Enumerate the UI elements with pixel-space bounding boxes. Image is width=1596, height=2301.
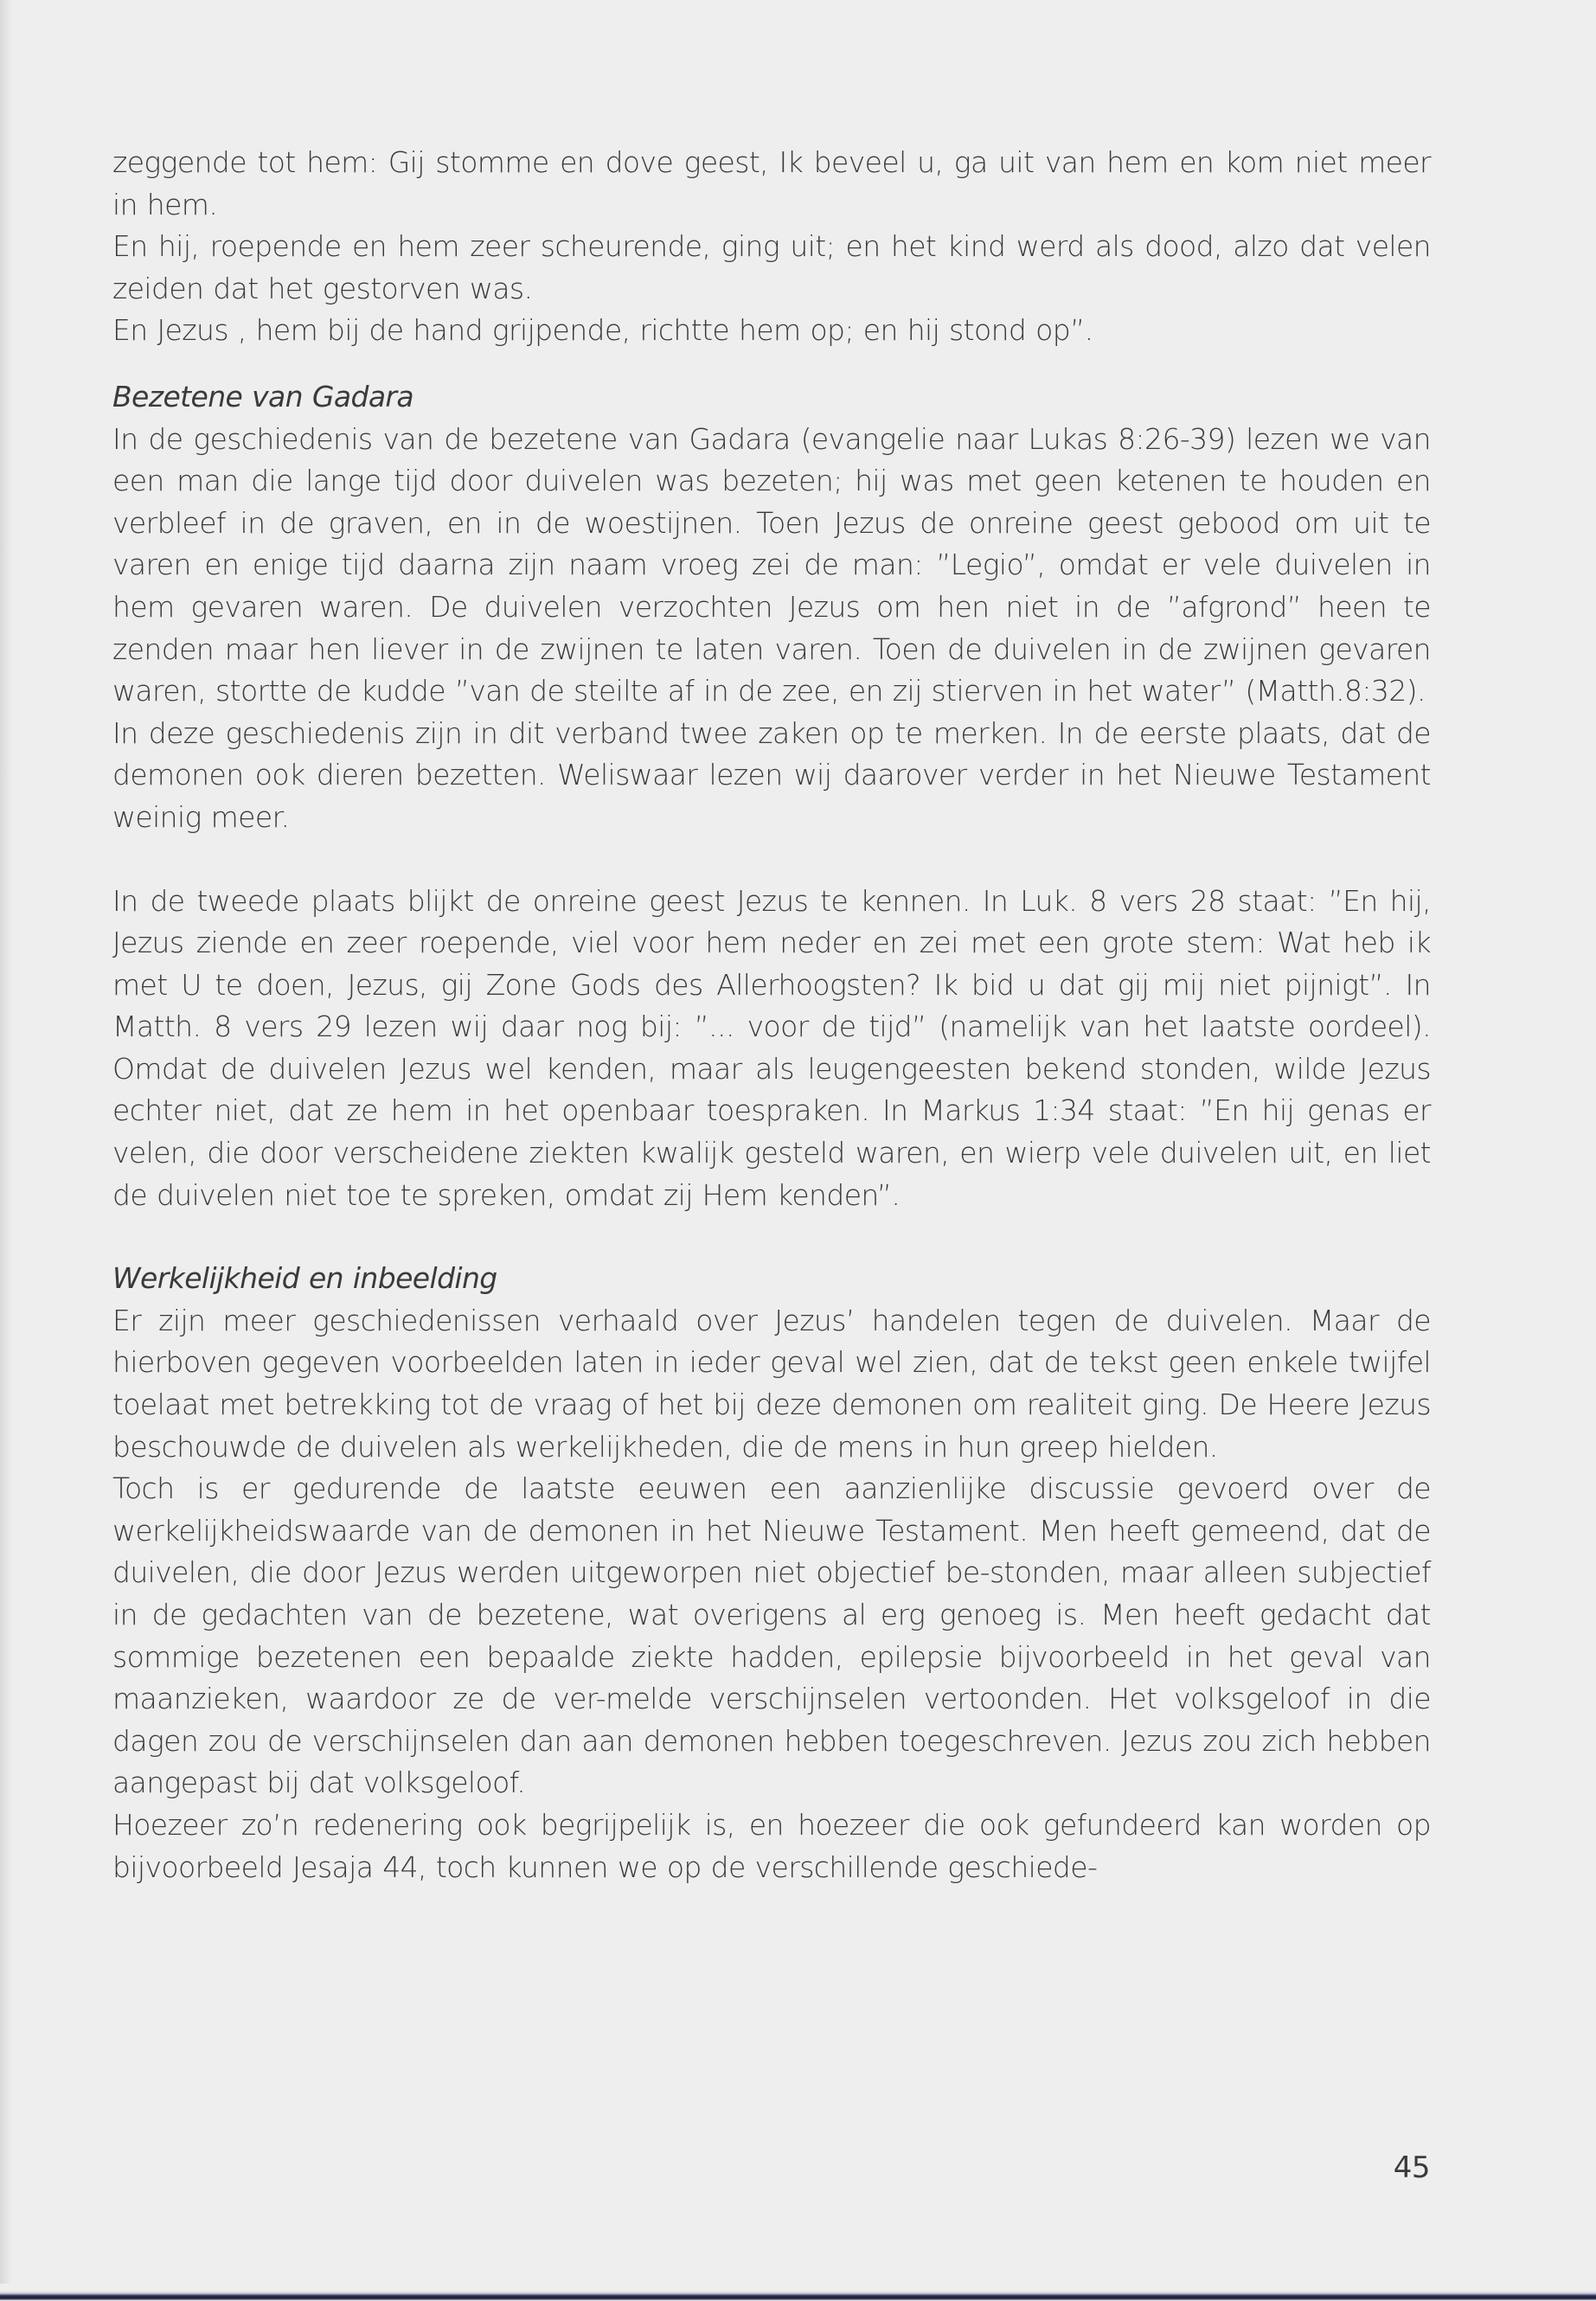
paragraph: zeggende tot hem: Gij stomme en dove geest, Ik beveel u, ga uit van hem en kom niet meer in hem. [112,145,1431,221]
page-number: 45 [1393,2150,1430,2185]
section-heading-text: Bezetene van Gadara [112,379,414,413]
section-heading-werkelijkheid [112,1258,1431,1300]
paragraph: En Jezus , hem bij de hand grijpende, richtte hem op; en hij stond op”. [112,313,1093,348]
paragraph: In de geschiedenis van de bezetene van Gadara (evangelie naar Lukas 8:26-39) lezen we van een man die lange tijd door duivelen was bezeten; hij was met geen ketenen te houden en verbleef in de graven, en in de woestijnen. Toen Jezus de onreine geest gebood om uit te varen en enige tijd daarna zijn naam vroeg zei de man: ”Legio”, omdat er vele duivelen in hem gevaren waren. De duivelen verzochten Jezus om hen niet in de ”afgrond” heen te zenden maar hen liever in de zwijnen te laten varen. Toen de duivelen in de zwijnen gevaren waren, stortte de kudde ”van de steilte af in de zee, en zij stierven in het water” (Matth.8:32). [112,421,1431,708]
page-bottom-edge [0,2284,1596,2301]
section-heading-text: Werkelijkheid en inbeelding [112,1261,497,1296]
page-gutter-shadow [0,0,12,2301]
paragraph: In de tweede plaats blijkt de onreine geest Jezus te kennen. In Luk. 8 vers 28 staat: ”En hij, Jezus ziende en zeer roepende, viel voor hem neder en zei met een grote stem: Wat heb ik met U te doen, Jezus, gij Zone Gods des Allerhoogsten? Ik bid u dat gij mij niet pijnigt”. In Matth. 8 vers 29 lezen wij daar nog bij: ”... voor de tijd” (namelijk van het laatste oordeel). Omdat de duivelen Jezus wel kenden, maar als leugengeesten bekend stonden, wilde Jezus echter niet, dat ze hem in het openbaar toespraken. In Markus 1:34 staat: ”En hij genas er velen, die door verscheidene ziekten kwalijk gesteld waren, en wierp vele duivelen uit, en liet de duivelen niet toe te spreken, omdat zij Hem kenden”. [112,883,1431,1212]
paragraph: Toch is er gedurende de laatste eeuwen een aanzienlijke discussie gevoerd over de werkelijkheidswaarde van de demonen in het Nieuwe Testament. Men heeft gemeend, dat de duivelen, die door Jezus werden uitgeworpen niet objectief be-stonden, maar alleen subjectief in de gedachten van de bezetene, wat overigens al erg genoeg is. Men heeft gedacht dat sommige bezetenen een bepaalde ziekte hadden, epilepsie bijvoorbeeld in het geval van maanzieken, waardoor ze de ver-melde verschijnselen vertoonden. Het volksgeloof in die dagen zou de verschijnselen dan aan demonen hebben toegeschreven. Jezus zou zich hebben aangepast bij dat volksgeloof. [112,1471,1431,1800]
page-body-text [112,142,1431,1888]
section-heading-gadara [112,376,1431,419]
paragraph: En hij, roepende en hem zeer scheurende, ging uit; en het kind werd als dood, alzo dat velen zeiden dat het gestorven was. [112,229,1431,305]
paragraph: Er zijn meer geschiedenissen verhaald over Jezus’ handelen tegen de duivelen. Maar de hierboven gegeven voorbeelden laten in ieder geval wel zien, dat de tekst geen enkele twijfel toelaat met betrekking tot de vraag of het bij deze demonen om realiteit ging. De Heere Jezus beschouwde de duivelen als werkelijkheden, die de mens in hun greep hielden. [112,1303,1431,1464]
paragraph: Hoezeer zo’n redenering ook begrijpelijk is, en hoezeer die ook gefundeerd kan worden op bijvoorbeeld Jesaja 44, toch kunnen we op de verschillende geschiede- [112,1807,1431,1884]
paragraph: In deze geschiedenis zijn in dit verband twee zaken op te merken. In de eerste plaats, dat de demonen ook dieren bezetten. Weliswaar lezen wij daarover verder in het Nieuwe Testament weinig meer. [112,715,1431,834]
